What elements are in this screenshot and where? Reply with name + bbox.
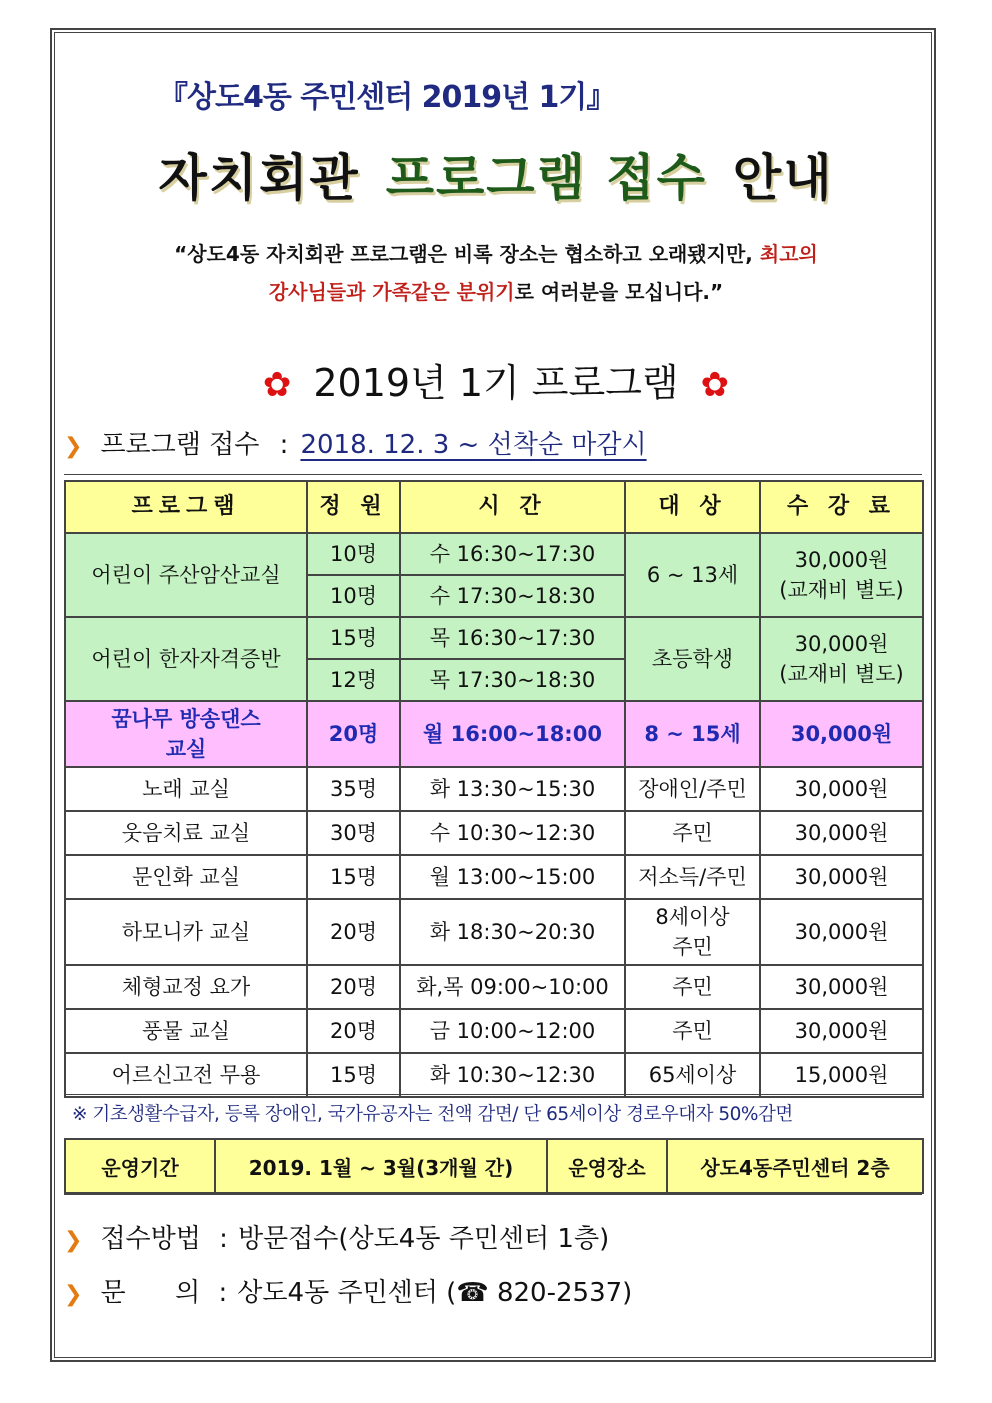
program-name-line-1: 꿈나무 방송댄스 <box>111 707 261 731</box>
program-heading-text: 2019년 1기 프로그램 <box>313 361 679 405</box>
fee: 30,000원 <box>760 811 923 855</box>
divider <box>64 1094 922 1095</box>
fee: 30,000원 <box>760 899 923 965</box>
time: 화 13:30~15:30 <box>400 767 625 811</box>
separator: : <box>218 1278 228 1308</box>
arrow-icon: ❯ <box>64 434 83 459</box>
fee-amount: 30,000원 <box>794 548 889 572</box>
divider <box>64 474 922 475</box>
time: 금 10:00~12:00 <box>400 1009 625 1053</box>
program-name <box>65 701 307 767</box>
fee: 30,000원 <box>760 701 923 767</box>
arrow-icon: ❯ <box>64 1282 83 1307</box>
program-name-line-2: 교실 <box>165 737 207 761</box>
capacity: 15명 <box>307 1053 400 1097</box>
target: 65세이상 <box>625 1053 760 1097</box>
contact-value: 상도4동 주민센터 (☎ 820-2537) <box>237 1278 633 1308</box>
quote-highlight: 분위기 <box>456 280 515 304</box>
fee <box>760 533 923 617</box>
capacity: 10명 <box>307 533 400 575</box>
arrow-icon: ❯ <box>64 1228 83 1253</box>
header-time: 시 간 <box>400 481 625 533</box>
period-value: 2019. 1월 ~ 3월(3개월 간) <box>215 1139 547 1193</box>
capacity: 15명 <box>307 617 400 659</box>
title-part-3: 안내 <box>732 149 834 207</box>
table-row <box>65 617 923 659</box>
time: 월 16:00~18:00 <box>400 701 625 767</box>
time: 수 10:30~12:30 <box>400 811 625 855</box>
method-value: 방문접수(상도4동 주민센터 1층) <box>237 1224 610 1254</box>
title-part-1: 자치회관 <box>158 149 360 207</box>
program-name: 웃음치료 교실 <box>65 811 307 855</box>
program-name: 어르신고전 무용 <box>65 1053 307 1097</box>
capacity: 15명 <box>307 855 400 899</box>
registration-line <box>64 424 647 461</box>
target: 6 ~ 13세 <box>625 533 760 617</box>
capacity: 35명 <box>307 767 400 811</box>
operations-row <box>65 1139 923 1193</box>
table-row <box>65 533 923 575</box>
fee-note: (교재비 별도) <box>779 662 904 686</box>
fee-amount: 30,000원 <box>794 632 889 656</box>
place-value: 상도4동주민센터 2층 <box>667 1139 923 1193</box>
quote-line-1 <box>0 238 992 267</box>
fee: 30,000원 <box>760 855 923 899</box>
quote-text: 로 여러분을 모십니다.” <box>514 280 724 304</box>
program-name: 어린이 주산암산교실 <box>65 533 307 617</box>
time: 수 17:30~18:30 <box>400 575 625 617</box>
table-row <box>65 767 923 811</box>
time: 화 18:30~20:30 <box>400 899 625 965</box>
registration-label: 프로그램 접수 <box>100 430 260 460</box>
header-program: 프로그램 <box>65 481 307 533</box>
subtitle: 『상도4동 주민센터 2019년 1기』 <box>158 80 616 115</box>
target-line-2: 주민 <box>672 935 713 959</box>
target: 주민 <box>625 811 760 855</box>
separator: : <box>279 430 289 460</box>
header-capacity: 정 원 <box>307 481 400 533</box>
fee: 30,000원 <box>760 965 923 1009</box>
header-fee: 수 강 료 <box>760 481 923 533</box>
header-target: 대 상 <box>625 481 760 533</box>
fee: 30,000원 <box>760 767 923 811</box>
target-line-1: 8세이상 <box>655 905 730 929</box>
program-name: 노래 교실 <box>65 767 307 811</box>
table-row <box>65 701 923 767</box>
target: 주민 <box>625 1009 760 1053</box>
program-name: 풍물 교실 <box>65 1009 307 1053</box>
capacity: 30명 <box>307 811 400 855</box>
operations-table <box>64 1138 924 1194</box>
divider <box>64 1194 922 1195</box>
time: 목 17:30~18:30 <box>400 659 625 701</box>
capacity: 20명 <box>307 899 400 965</box>
quote-line-2 <box>0 276 992 305</box>
period-label: 운영기간 <box>65 1139 215 1193</box>
time: 화 10:30~12:30 <box>400 1053 625 1097</box>
time: 목 16:30~17:30 <box>400 617 625 659</box>
table-row <box>65 855 923 899</box>
table-row <box>65 965 923 1009</box>
separator: : <box>219 1224 228 1254</box>
program-name: 체형교정 요가 <box>65 965 307 1009</box>
table-header-row <box>65 481 923 533</box>
fee: 30,000원 <box>760 1009 923 1053</box>
flower-icon: ✿ <box>700 365 730 405</box>
table-row <box>65 811 923 855</box>
quote-highlight: 가족같은 <box>372 280 450 304</box>
title-part-2: 프로그램 접수 <box>385 149 707 207</box>
table-row <box>65 1053 923 1097</box>
target: 주민 <box>625 965 760 1009</box>
method-line <box>64 1218 609 1255</box>
program-name: 문인화 교실 <box>65 855 307 899</box>
flower-icon: ✿ <box>262 365 292 405</box>
contact-line <box>64 1272 632 1309</box>
table-row <box>65 1009 923 1053</box>
quote-highlight: 최고의 <box>752 242 818 266</box>
discount-note: ※ 기초생활수급자, 등록 장애인, 국가유공자는 전액 감면/ 단 65세이상 경로우대자 50%감면 <box>72 1104 793 1125</box>
method-label: 접수방법 <box>100 1224 201 1254</box>
contact-label: 문 의 <box>100 1278 201 1308</box>
target <box>625 899 760 965</box>
program-name: 어린이 한자자격증반 <box>65 617 307 701</box>
capacity: 20명 <box>307 701 400 767</box>
registration-value: 2018. 12. 3 ~ 선착순 마감시 <box>300 430 647 460</box>
time: 화,목 09:00~10:00 <box>400 965 625 1009</box>
quote-highlight: 강사님들과 <box>268 280 366 304</box>
program-heading <box>0 352 992 407</box>
quote-text: “상도4동 자치회관 프로그램은 비록 장소는 협소하고 오래됐지만, <box>174 242 753 266</box>
target: 초등학생 <box>625 617 760 701</box>
target: 장애인/주민 <box>625 767 760 811</box>
place-label: 운영장소 <box>547 1139 667 1193</box>
table-row <box>65 899 923 965</box>
capacity: 20명 <box>307 1009 400 1053</box>
program-table <box>64 480 924 1098</box>
fee: 15,000원 <box>760 1053 923 1097</box>
capacity: 10명 <box>307 575 400 617</box>
fee-note: (교재비 별도) <box>779 578 904 602</box>
page-title <box>0 138 992 210</box>
time: 수 16:30~17:30 <box>400 533 625 575</box>
capacity: 12명 <box>307 659 400 701</box>
program-name: 하모니카 교실 <box>65 899 307 965</box>
capacity: 20명 <box>307 965 400 1009</box>
time: 월 13:00~15:00 <box>400 855 625 899</box>
target: 8 ~ 15세 <box>625 701 760 767</box>
fee <box>760 617 923 701</box>
target: 저소득/주민 <box>625 855 760 899</box>
